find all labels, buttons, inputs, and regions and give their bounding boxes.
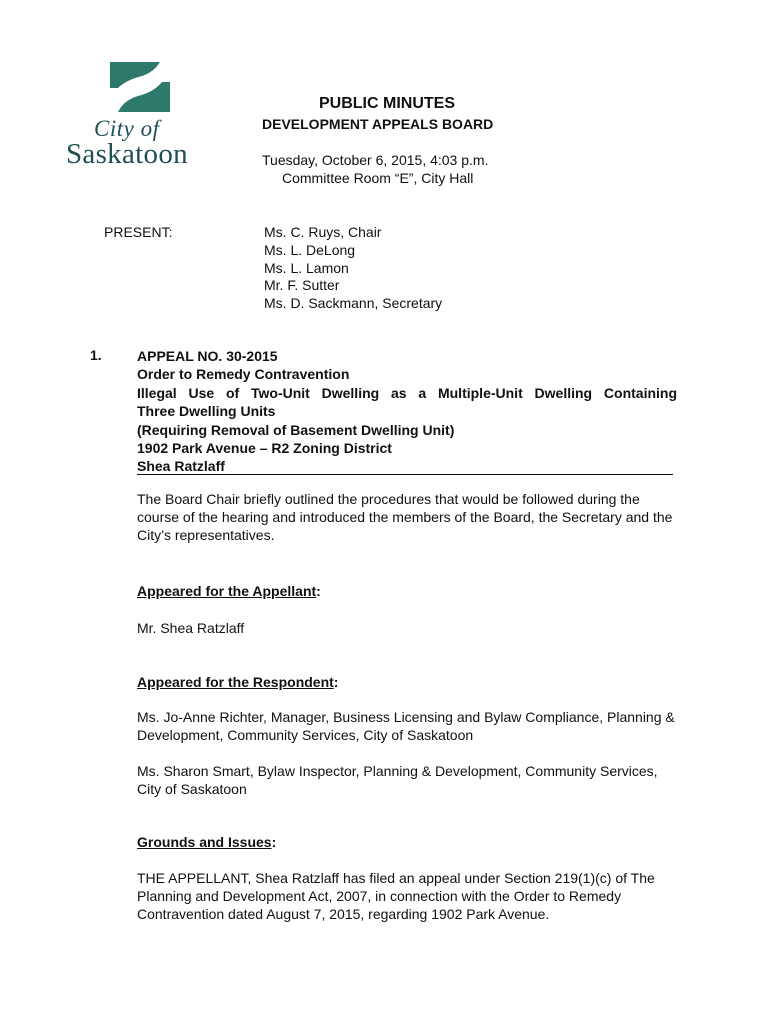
- heading-colon: :: [271, 834, 277, 850]
- item-heading: [137, 347, 677, 476]
- respondent-heading-text: Appeared for the Respondent: [137, 674, 334, 690]
- logo-city-of-text: City of: [94, 116, 160, 141]
- heading-line: Order to Remedy Contravention: [137, 366, 350, 383]
- heading-underline: [137, 474, 673, 475]
- present-member: Mr. F. Sutter: [264, 277, 340, 294]
- present-member: Ms. L. Lamon: [264, 259, 349, 276]
- appellant-name: Mr. Shea Ratzlaff: [137, 620, 245, 636]
- heading-line: APPEAL NO. 30-2015: [137, 348, 278, 364]
- city-logo: [64, 58, 214, 170]
- present-member: Ms. L. DeLong: [264, 241, 356, 258]
- respondent-heading: [137, 674, 338, 690]
- intro-paragraph: The Board Chair briefly outlined the procedures that would be followed during the course of the hearing and introduced the members of the Board, the Secretary and the City’s representatives.: [137, 491, 673, 543]
- grounds-heading: [137, 834, 276, 850]
- board-name: DEVELOPMENT APPEALS BOARD: [262, 116, 494, 132]
- respondent-paragraph: Ms. Sharon Smart, Bylaw Inspector, Planning & Development, Community Services, City of Saskatoon: [137, 763, 658, 797]
- saskatoon-s-mark-icon: [104, 58, 174, 116]
- heading-colon: :: [316, 583, 321, 599]
- present-member: Ms. C. Ruys, Chair: [264, 224, 382, 240]
- respondent-paragraph: Ms. Jo-Anne Richter, Manager, Business Licensing and Bylaw Compliance, Planning & Development, Community Services, City of Saskatoon: [137, 709, 675, 743]
- heading-colon: :: [333, 674, 339, 690]
- item-number: 1.: [90, 347, 102, 363]
- grounds-paragraph: THE APPELLANT, Shea Ratzlaff has filed an appeal under Section 219(1)(c) of The Planning and Development Act, 2007, in connection with the Order to Remedy Contravention dated August 7, 2015, regarding 1902 Park Avenue.: [137, 870, 655, 922]
- present-member: Ms. D. Sackmann, Secretary: [264, 295, 443, 312]
- appellant-heading-text: Appeared for the Appellant: [137, 583, 317, 599]
- present-list: [264, 224, 442, 313]
- logo-saskatoon-text: Saskatoon: [66, 138, 188, 170]
- present-label: PRESENT:: [104, 224, 173, 240]
- page-title: PUBLIC MINUTES: [319, 95, 455, 112]
- meeting-datetime: Tuesday, October 6, 2015, 4:03 p.m.: [262, 152, 489, 168]
- grounds-heading-text: Grounds and Issues: [137, 834, 272, 850]
- heading-line: Shea Ratzlaff: [137, 458, 225, 475]
- appellant-heading: [137, 583, 321, 599]
- heading-line: 1902 Park Avenue – R2 Zoning District: [137, 440, 392, 457]
- heading-line: Illegal Use of Two-Unit Dwelling as a Multiple-Unit Dwelling Containing: [137, 384, 677, 401]
- heading-line: Three Dwelling Units: [137, 403, 276, 420]
- heading-line: (Requiring Removal of Basement Dwelling Unit): [137, 421, 455, 438]
- meeting-location: Committee Room “E”, City Hall: [282, 170, 474, 186]
